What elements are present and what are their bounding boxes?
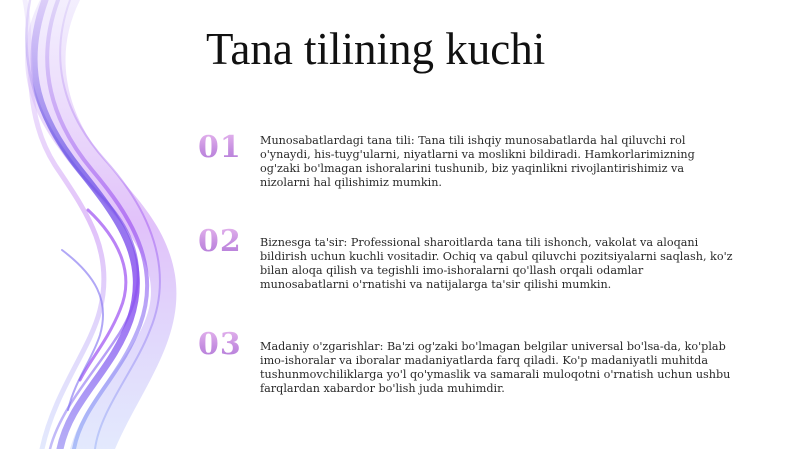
item-number: 01 <box>198 130 242 165</box>
item-text: Biznesga ta'sir: Professional sharoitlarda tana tili ishonch, vakolat va aloqani bildirish uchun kuchli vositadir. Ochiq va qabul qiluvchi pozitsiyalarni saqlash, ko'z bilan aloqa qilish va tegishli imo-ishoralarni qo'llash orqali odamlar munosabatlarni o'rnatishi va natijalarga ta'sir qilishi mumkin. <box>260 236 733 291</box>
item-text: Munosabatlardagi tana tili: Tana tili ishqiy munosabatlarda hal qiluvchi rol o'ynaydi, his-tuyg'ularni, niyatlarni va moslikni bildiradi. Hamkorlarimizning og'zaki bo'lmagan ishoralarini tushunib, biz yaqinlikni rivojlantirishimiz va nizolarni hal qilishimiz mumkin. <box>260 134 695 189</box>
smoke-ribbon-decoration <box>0 0 200 449</box>
item-number: 03 <box>198 327 242 362</box>
item-number: 02 <box>198 224 242 259</box>
item-text: Madaniy o'zgarishlar: Ba'zi og'zaki bo'lmagan belgilar universal bo'lsa-da, ko'plab imo-ishoralar va iboralar madaniyatlarda farq qiladi. Ko'p madaniyatli muhitda tushunmovchiliklarga yo'l qo'ymaslik va samarali muloqotni o'rnatish uchun ushbu farqlardan xabardor bo'lish juda muhimdir. <box>260 340 731 395</box>
slide-title: Tana tilining kuchi <box>206 24 546 74</box>
